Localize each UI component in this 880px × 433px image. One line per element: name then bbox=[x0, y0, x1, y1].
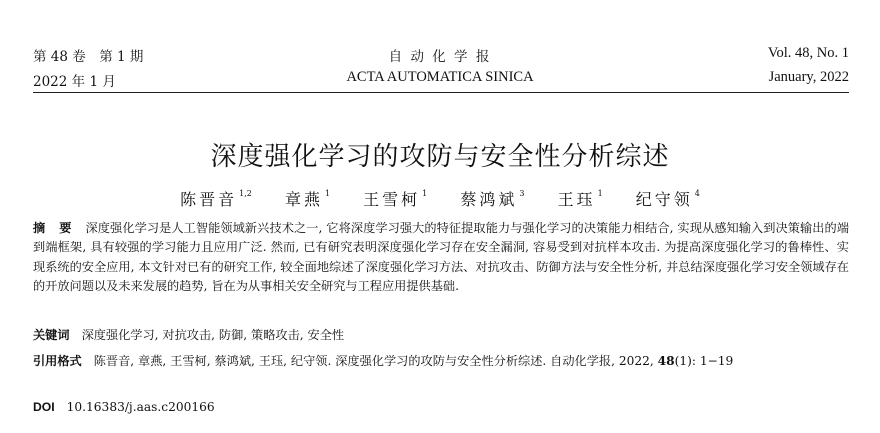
doi-value[interactable]: 10.16383/j.aas.c200166 bbox=[66, 400, 215, 414]
author: 陈晋音 $^{1,2}$ bbox=[180, 189, 252, 209]
author-affiliation: 1 bbox=[324, 189, 331, 198]
keywords-label: 关键词 bbox=[33, 328, 70, 342]
author: 纪守领 $^4$ bbox=[635, 189, 700, 209]
header-rule bbox=[33, 92, 849, 93]
citation-volume: 48 bbox=[657, 354, 675, 368]
author-affiliation: 1 bbox=[597, 189, 603, 198]
author-affiliation: 1 bbox=[422, 189, 428, 198]
author-list bbox=[0, 187, 880, 210]
citation-issue-pages: (1): 1−19 bbox=[674, 354, 734, 368]
abstract bbox=[33, 219, 849, 297]
author: 章燕 $^1$ bbox=[284, 189, 331, 209]
author: 蔡鸿斌 $^3$ bbox=[460, 189, 525, 209]
header-date-en: January, 2022 bbox=[768, 69, 849, 85]
abstract-text: 深度强化学习是人工智能领域新兴技术之一, 它将深度学习强大的特征提取能力与强化学习的决策能力相结合, 实现从感知输入到决策输出的端到端框架, 具有较强的学习能力且应用广泛. 然而, 已有研究表明深度强化学习存在安全漏洞, 容易受到对抗样本攻击. 为提高深度强化学习的鲁棒性、实现系统的安全应用, 本文针对已有的研究工作, 较全面地综述了深度强化学习方法、对抗攻击、防御方法与安全性分析, 并总结深度强化学习安全领域存在的开放问题以及未来发展的趋势, 旨在为从事相关安全研究与工程应用提供基础. bbox=[33, 221, 850, 294]
author-affiliation: 3 bbox=[519, 189, 525, 198]
citation bbox=[33, 352, 849, 371]
doi bbox=[33, 398, 849, 417]
header-volume-en: Vol. 48, No. 1 bbox=[767, 45, 849, 61]
keywords-text: 深度强化学习, 对抗攻击, 防御, 策略攻击, 安全性 bbox=[81, 328, 345, 342]
author: 王珏 $^1$ bbox=[557, 189, 603, 209]
citation-label: 引用格式 bbox=[33, 354, 82, 368]
paper-title: 深度强化学习的攻防与安全性分析综述 bbox=[210, 142, 670, 172]
header-volume-cn: 第 48 卷 第 1 期 bbox=[33, 49, 144, 65]
author-affiliation: 4 bbox=[694, 189, 700, 198]
header-journal-en: ACTA AUTOMATICA SINICA bbox=[346, 69, 534, 85]
abstract-label: 摘要 bbox=[33, 221, 86, 235]
author: 王雪柯 $^1$ bbox=[363, 189, 428, 209]
keywords bbox=[33, 326, 849, 345]
author-affiliation: 1,2 bbox=[239, 189, 252, 198]
header-journal-cn: 自 动 化 学 报 bbox=[388, 49, 492, 65]
header-date-cn: 2022 年 1 月 bbox=[33, 74, 116, 90]
doi-label: DOI bbox=[33, 400, 55, 414]
citation-text: 陈晋音, 章燕, 王雪柯, 蔡鸿斌, 王珏, 纪守领. 深度强化学习的攻防与安全性分析综述. 自动化学报, 2022, bbox=[93, 354, 658, 368]
